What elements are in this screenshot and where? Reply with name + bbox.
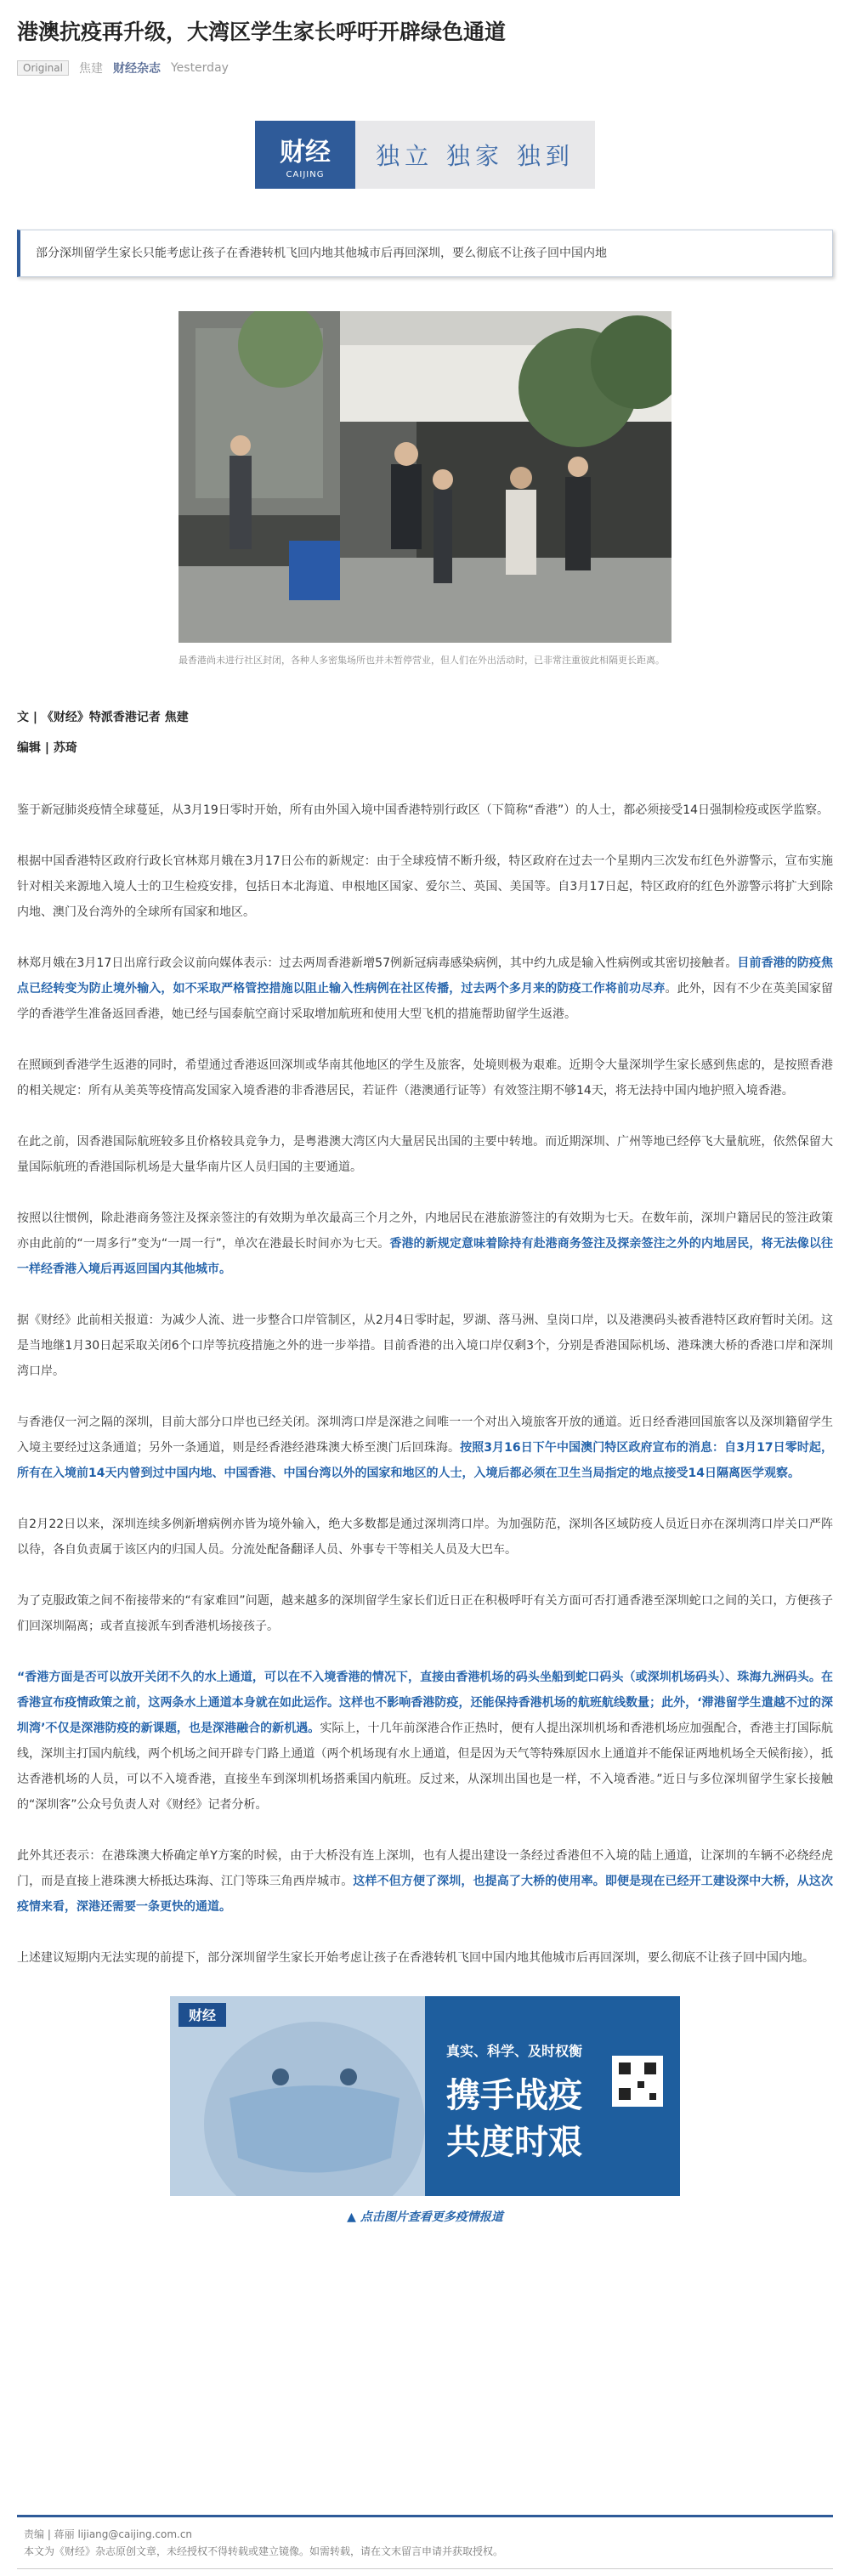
highlighted-text: “香港方面是否可以放开关闭不久的水上通道，可以在不入境香港的情况下，直接由香港机场的码头坐船到蛇口码头（或深圳机场码头）、珠海九洲码头。在香港宣布疫情政策之前，这两条水上通道本身就在如此运作。这样也不影响香港防疫，还能保持香港机场的航班航线数量；此外，‘滞港留学生遣越不过的深圳湾’不仅是深港防疫的新课题，也是深港融合的新机遇。 — [17, 1671, 833, 1735]
article-footer — [17, 2515, 833, 2569]
author-name: 焦建 — [78, 62, 103, 76]
promo-line3: 共度时艰 — [446, 2123, 582, 2162]
article-paragraph — [17, 1945, 833, 1971]
reporter-line: 文 | 《财经》特派香港记者 焦建 — [17, 711, 189, 724]
highlighted-text: 香港的新规定意味着除持有赴港商务签注及探亲签注之外的内地居民，将无法像以往一样经香港入境后再返回国内其他城市。 — [17, 1237, 834, 1276]
paragraph-text: 为了克服政策之间不衔接带来的“有家难回”问题，越来越多的深圳留学生家长们近日正在积极呼吁有关方面可否打通香港至深圳蛇口之间的关口，方便孩子们回深圳隔离；或者直接派车到香港机场接孩子。 — [17, 1594, 833, 1633]
brand-banner — [255, 121, 595, 189]
photo-caption: 最香港尚未进行社区封闭，各种人多密集场所也并未暂停营业，但人们在外出活动时，已非常注重彼此相隔更长距离。 — [178, 655, 665, 666]
footer-editor: 责编 | 蒋丽 lijiang@caijing.com.cn — [24, 2528, 193, 2540]
lead-summary: 部分深圳留学生家长只能考虑让孩子在香港转机飞回内地其他城市后再回深圳，要么彻底不让孩子回中国内地 — [17, 230, 833, 277]
article-paragraph — [17, 950, 833, 1027]
article-paragraph — [17, 1308, 833, 1384]
more-reports-link[interactable]: ▲ 点击图片查看更多疫情报道 — [347, 2210, 503, 2224]
account-link[interactable]: 财经杂志 — [112, 62, 161, 76]
article-title: 港澳抗疫再升级，大湾区学生家长呼吁开辟绿色通道 — [17, 20, 507, 44]
paragraph-text: 鉴于新冠肺炎疫情全球蔓延，从3月19日零时开始，所有由外国入境中国香港特别行政区（下简称“香港”）的人士，都必须接受14日强制检疫或医学监察。 — [17, 803, 830, 817]
footer-copyright: 本文为《财经》杂志原创文章，未经授权不得转载或建立镜像。如需转载，请在文末留言申请并获取授权。 — [24, 2545, 504, 2557]
article-meta — [17, 60, 833, 77]
article-paragraph — [17, 1410, 833, 1486]
paragraph-text: 实际上，十几年前深港合作正热时，便有人提出深圳机场和香港机场应加强配合，香港主打国际航线，深圳主打国内航线，两个机场之间开辟专门路上通道（两个机场现有水上通道，但是因为天气等特殊原因水上通道并不能保证两地机场全天候衔接），抵达香港机场的人员，可以不入境香港，直接坐车到深圳机场搭乘国内航班。反过来，从深圳出国也是一样，不入境香港。”近日与多位深圳留学生家长接触的“深圳客”公众号负责人对《财经》记者分析。 — [17, 1722, 833, 1812]
paragraph-text: 按照以往惯例，除赴港商务签注及探亲签注的有效期为单次最高三个月之外，内地居民在港旅游签注的有效期为七天。在数年前，深圳户籍居民的签注政策亦由此前的“一周多行”变为“一周一行”，单次在港最长时间亦为七天。 — [17, 1211, 833, 1251]
paragraph-text: 林郑月娥在3月17日出席行政会议前向媒体表示：过去两周香港新增57例新冠病毒感染病例，其中约九成是输入性病例或其密切接触者。 — [17, 956, 738, 970]
publish-date: Yesterday — [170, 61, 229, 75]
paragraph-text: 上述建议短期内无法实现的前提下，部分深圳留学生家长开始考虑让孩子在香港转机飞回中国内地其他城市后再回深圳，要么彻底不让孩子回中国内地。 — [17, 1951, 814, 1965]
promo-logo: 财经 — [188, 2007, 217, 2023]
highlighted-text: 这样不但方便了深圳，也提高了大桥的使用率。即便是现在已经开工建设深中大桥，从这次疫情来看，深港还需要一条更快的通道。 — [17, 1875, 833, 1914]
article-paragraph — [17, 1512, 833, 1563]
article-paragraph — [17, 797, 833, 823]
street-photo[interactable] — [178, 311, 672, 643]
highlighted-text: 目前香港的防疫焦点已经转变为防止境外输入，如不采取严格管控措施以阻止输入性病例在社区传播，过去两个多月来的防疫工作将前功尽弃 — [17, 956, 833, 996]
highlighted-text: 按照3月16日下午中国澳门特区政府宣布的消息：自3月17日零时起，所有在入境前14天内曾到过中国内地、中国香港、中国台湾以外的国家和地区的人士，入境后都必须在卫生当局指定的地点接受14日隔离医学观察。 — [17, 1441, 833, 1480]
brand-slogan: 独立 独家 独到 — [376, 142, 575, 170]
promo-line2: 携手战疫 — [446, 2076, 582, 2115]
paragraph-text: 。此外，因有不少在英美国家留学的香港学生准备返回香港，她已经与国泰航空商讨采取增加航班和使用大型飞机的措施帮助留学生返港。 — [17, 982, 834, 1021]
article-body — [17, 797, 833, 1971]
article-paragraph — [17, 1129, 833, 1180]
article-paragraph — [17, 1206, 833, 1282]
paragraph-text: 自2月22日以来，深圳连续多例新增病例亦皆为境外输入，绝大多数都是通过深圳湾口岸。为加强防范，深圳各区域防疫人员近日亦在深圳湾口岸关口严阵以待，各自负责属于该区内的归国人员。分流处配备翻译人员、外事专干等相关人员及大巴车。 — [17, 1518, 833, 1557]
promo-illustration — [170, 1996, 680, 2196]
article-paragraph — [17, 1588, 833, 1639]
byline — [17, 706, 833, 760]
promo-banner[interactable] — [170, 1996, 680, 2196]
paragraph-text: 此外其还表示：在港珠澳大桥确定单Y方案的时候，由于大桥没有连上深圳，也有人提出建设一条经过香港但不入境的陆上通道，让深圳的车辆不必绕经虎门，而是直接上港珠澳大桥抵达珠海、江门等珠三角西岸城市。 — [17, 1849, 833, 1888]
street-photo-illustration — [178, 311, 672, 643]
editor-line: 编辑 | 苏琦 — [17, 741, 77, 755]
article-paragraph — [17, 1053, 833, 1104]
article-paragraph — [17, 1665, 833, 1818]
promo-line1: 真实、科学、及时权衡 — [445, 2043, 583, 2059]
paragraph-text: 与香港仅一河之隔的深圳，目前大部分口岸也已经关闭。深圳湾口岸是深港之间唯一一个对出入境旅客开放的通道。近日经香港回国旅客以及深圳籍留学生入境主要经过这条通道；另外一条通道，则是经香港经港珠澳大桥至澳门后回珠海。 — [17, 1416, 833, 1455]
original-tag: Original — [17, 60, 69, 76]
paragraph-text: 在此之前，因香港国际航班较多且价格较具竞争力，是粤港澳大湾区内大量居民出国的主要中转地。而近期深圳、广州等地已经停飞大量航班，依然保留大量国际航班的香港国际机场是大量华南片区人员归国的主要通道。 — [17, 1135, 833, 1174]
article-paragraph — [17, 848, 833, 925]
paragraph-text: 在照顾到香港学生返港的同时，希望通过香港返回深圳或华南其他地区的学生及旅客，处境则极为艰难。近期令大量深圳学生家长感到焦虑的，是按照香港的相关规定：所有从美英等疫情高发国家入境香港的非香港居民，若证件（港澳通行证等）有效签注期不够14天，将无法持中国内地护照入境香港。 — [17, 1058, 833, 1098]
caijing-logo: 财经 CAIJING — [255, 121, 355, 189]
paragraph-text: 据《财经》此前相关报道：为减少人流、进一步整合口岸管制区，从2月4日零时起，罗湖、落马洲、皇岗口岸，以及港澳码头被香港特区政府暂时关闭。这是当地继1月30日起采取关闭6个口岸等抗疫措施之外的进一步举措。目前香港的出入境口岸仅剩3个，分别是香港国际机场、港珠澳大桥的香港口岸和深圳湾口岸。 — [17, 1314, 833, 1378]
article-paragraph — [17, 1843, 833, 1920]
paragraph-text: 根据中国香港特区政府行政长官林郑月娥在3月17日公布的新规定：由于全球疫情不断升级，特区政府在过去一个星期内三次发布红色外游警示，宣布实施针对相关来源地入境人士的卫生检疫安排，包括日本北海道、申根地区国家、爱尔兰、英国、美国等。自3月17日起，特区政府的红色外游警示将扩大到除内地、澳门及台湾外的全球所有国家和地区。 — [17, 854, 833, 919]
